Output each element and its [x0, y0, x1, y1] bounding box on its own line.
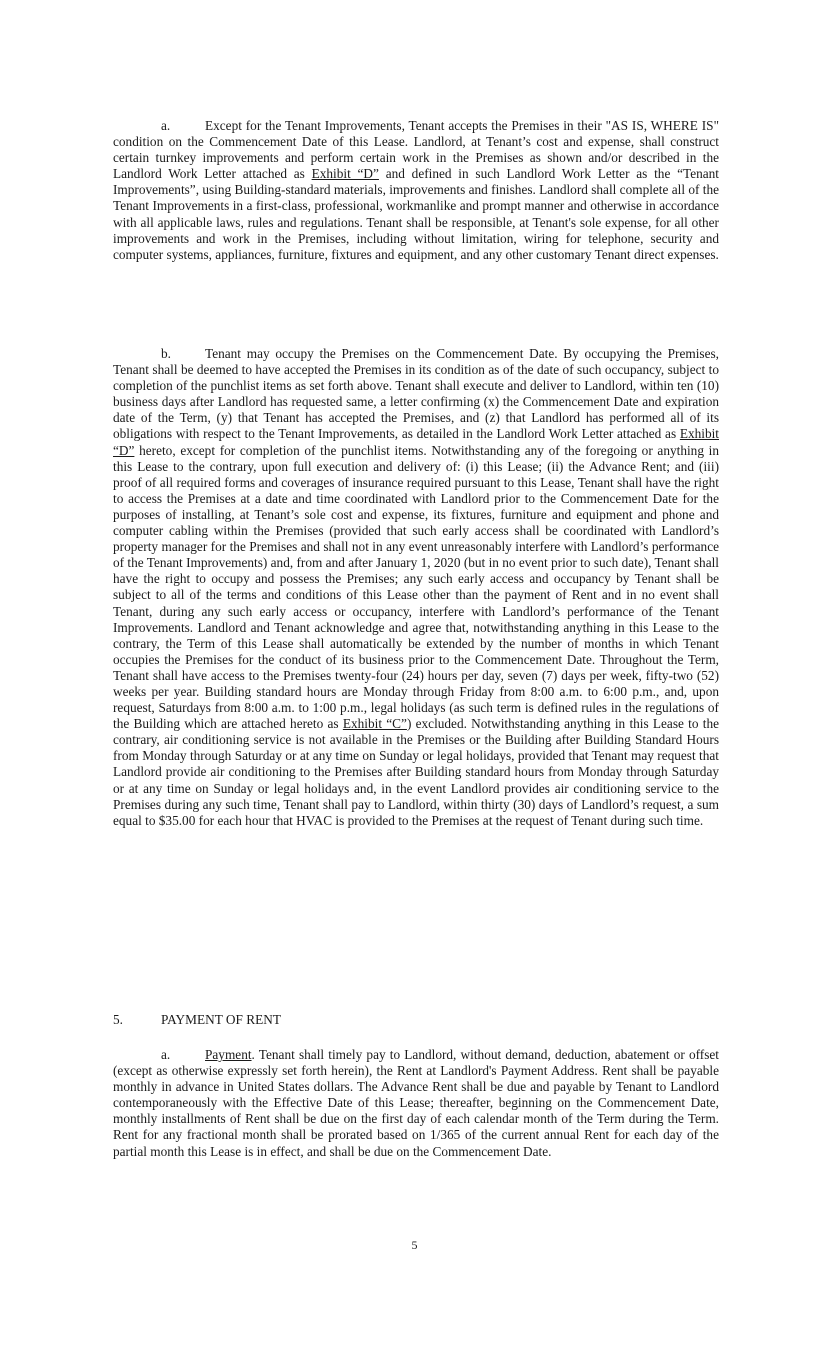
section-number: 5. — [113, 1012, 123, 1027]
exhibit-c-reference: Exhibit “C” — [342, 716, 407, 732]
paragraph-4b — [113, 346, 719, 829]
paragraph-text: hereto, except for completion of the punchlist items. Notwithstanding any of the foregoing or anything in this Lease to the contrary, upon full execution and delivery of: (i) this Lease; (ii) the Advance Rent; and (iii) proof of all required forms and coverages of insurance required pursuant to this Lease, Tenant shall have the right to access the Premises at a date and time coordinated with Landlord prior to the Commencement Date for the purposes of installing, at Tenant’s sole cost and expense, its fixtures, furniture and equipment and phone and computer cabling within the Premises (provided that such early access shall be coordinated with Landlord’s property manager for the Premises and shall not in any event unreasonably interfere with Landlord’s performance of the Tenant Improvements) and, from and after January 1, 2020 (but in no event prior to such date), Tenant shall have the right to occupy and possess the Premises; any such early access and occupancy by Tenant shall be subject to all of the terms and conditions of this Lease other than the payment of Rent and in no event shall Tenant, during any such early access or occupancy, interfere with Landlord’s performance of the Tenant Improvements. Landlord and Tenant acknowledge and agree that, notwithstanding anything in this Lease to the contrary, the Term of this Lease shall automatically be extended by the number of months in which Tenant occupies the Premises for the conduct of its business prior to the Commencement Date. Throughout the Term, Tenant shall have access to the Premises twenty-four (24) hours per day, seven (7) days per week, fifty-two (52) weeks per year. Building standard hours are Monday through Friday from 8:00 a.m. to 6:00 p.m., and, upon request, Saturdays from 8:00 a.m. to 1:00 p.m., legal holidays (as such term is defined rules in the regulations of the Building which are attached hereto as — [113, 442, 719, 732]
paragraph-heading: Payment — [205, 1047, 252, 1062]
section-heading — [113, 1012, 281, 1028]
paragraph-text: Except for the Tenant Improvements, Tenant accepts the Premises in their "AS IS, WHERE IS" condition on the Commencement Date of this Lease. Landlord, at Tenant’s cost and expense, shall construct certain turnkey improvements and perform certain work in the Premises as shown and/or described in the Landlord Work Letter attached as — [113, 118, 719, 182]
section-title: PAYMENT OF RENT — [161, 1012, 281, 1027]
paragraph-text: . Tenant shall timely pay to Landlord, without demand, deduction, abatement or offset (except as otherwise expressly set forth herein), the Rent at Landlord's Payment Address. Rent shall be payable monthly in advance in United States dollars. The Advance Rent shall be due and payable by Tenant to Landlord contemporaneously with the Effective Date of this Lease; thereafter, beginning on the Commencement Date, monthly installments of Rent shall be due on the first day of each calendar month of the Term during the Term. Rent for any fractional month shall be prorated based on 1/365 of the current annual Rent for each day of the partial month this Lease is in effect, and shall be due on the Commencement Date. — [113, 1047, 719, 1159]
paragraph-text: Tenant may occupy the Premises on the Commencement Date. By occupying the Premises, Tenant shall be deemed to have accepted the Premises in its condition as of the date of such occupancy, subject to completion of the punchlist items as set forth above. Tenant shall execute and deliver to Landlord, within ten (10) business days after Landlord has requested same, a letter confirming (x) the Commencement Date and expiration date of the Term, (y) that Tenant has accepted the Premises, and (z) that Landlord has performed all of its obligations with respect to the Tenant Improvements, as detailed in the Landlord Work Letter attached as — [113, 346, 719, 442]
paragraph-5a — [113, 1047, 719, 1160]
paragraph-4a — [113, 118, 719, 263]
paragraph-text: and defined in such Landlord Work Letter as the “Tenant Improvements”, using Building-standard materials, improvements and finishes. Landlord shall complete all of the Tenant Improvements in a first-class, professional, workmanlike and prompt manner and otherwise in accordance with all applicable laws, rules and regulations. Tenant shall be responsible, at Tenant's sole expense, for all other improvements and work in the Premises, including without limitation, wiring for telephone, security and computer systems, appliances, furniture, fixtures and equipment, and any other customary Tenant direct expenses. — [113, 166, 719, 262]
exhibit-d-reference: Exhibit “D” — [113, 426, 719, 458]
paragraph-label: a. — [161, 118, 171, 133]
paragraph-label: a. — [161, 1047, 171, 1062]
paragraph-text: ) excluded. Notwithstanding anything in this Lease to the contrary, air conditioning service is not available in the Premises or the Building after Building Standard Hours from Monday through Saturday or at any time on Sunday or legal holidays, provided that Tenant may request that Landlord provide air conditioning to the Premises after Building standard hours from Monday through Saturday or at any time on Sunday or legal holidays and, in the event Landlord provides air conditioning service to the Premises during any such time, Tenant shall pay to Landlord, within thirty (30) days of Landlord’s request, a sum equal to $35.00 for each hour that HVAC is provided to the Premises at the request of Tenant during such time. — [113, 716, 719, 828]
page-number: 5 — [411, 1238, 418, 1252]
exhibit-d-reference: Exhibit “D” — [311, 166, 379, 182]
paragraph-label: b. — [161, 346, 171, 361]
